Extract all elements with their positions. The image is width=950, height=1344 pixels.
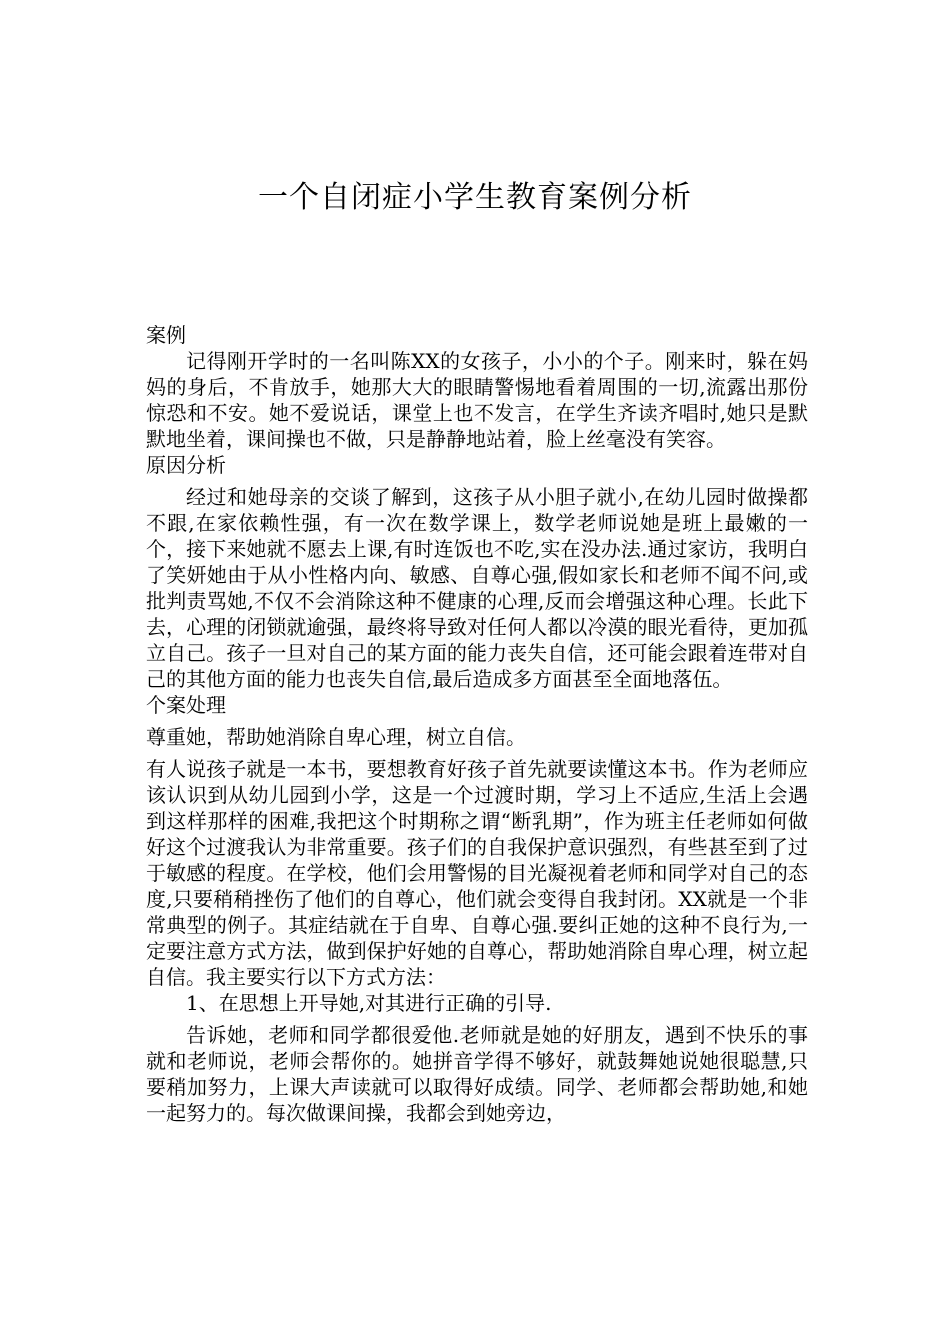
handling-heading: 个案处理 (146, 693, 226, 717)
method-1-heading: 1、在思想上开导她,对其进行正确的引导. (186, 991, 552, 1015)
case-heading: 案例 (146, 323, 186, 347)
cause-paragraph: 经过和她母亲的交谈了解到，这孩子从小胆子就小,在幼儿园时做操都不跟,在家依赖性强，有一次在数学课上，数学老师说她是班上最嫩的一个，接下来她就不愿去上课,有时连饭也不吃,实在没办法.通过家访，我明白了笑妍她由于从小性格内向、敏感、自尊心强,假如家长和老师不闻不问,或批判责骂她,不仅不会消除这种不健康的心理,反而会增强这种心理。长此下去，心理的闭锁就逾强，最终将导致对任何人都以冷漠的眼光看待，更加孤立自己。孩子一旦对自己的某方面的能力丧失自信，还可能会跟着连带对自己的其他方面的能力也丧失自信,最后造成多方面甚至全面地落伍。 (146, 485, 808, 691)
handling-subheading: 尊重她，帮助她消除自卑心理，树立自信。 (146, 725, 526, 749)
cause-heading: 原因分析 (146, 453, 226, 477)
handling-paragraph: 有人说孩子就是一本书，要想教育好孩子首先就要读懂这本书。作为老师应该认识到从幼儿园到小学，这是一个过渡时期，学习上不适应,生活上会遇到这样那样的困难,我把这个时期称之谓“断乳期”，作为班主任老师如何做好这个过渡我认为非常重要。孩子们的自我保护意识强烈，有些甚至到了过于敏感的程度。在学校，他们会用警惕的目光凝视着老师和同学对自己的态度,只要稍稍挫伤了他们的自尊心，他们就会变得自我封闭。XX就是一个非常典型的例子。其症结就在于自卑、自尊心强.要纠正她的这种不良行为,一定要注意方式方法，做到保护好她的自尊心，帮助她消除自卑心理，树立起自信。我主要实行以下方式方法： (146, 757, 808, 989)
case-paragraph: 记得刚开学时的一名叫陈XX的女孩子，小小的个子。刚来时，躲在妈妈的身后，不肯放手，她那大大的眼睛警惕地看着周围的一切,流露出那份惊恐和不安。她不爱说话，课堂上也不发言，在学生齐读齐唱时,她只是默默地坐着，课间操也不做，只是静静地站着，脸上丝毫没有笑容。 (146, 349, 808, 451)
document-body (146, 322, 808, 1126)
document-title: 一个自闭症小学生教育案例分析 (258, 180, 692, 215)
method-1-paragraph: 告诉她，老师和同学都很爱他.老师就是她的好朋友，遇到不快乐的事就和老师说，老师会帮你的。她拼音学得不够好，就鼓舞她说她很聪慧,只要稍加努力，上课大声读就可以取得好成绩。同学、老师都会帮助她,和她一起努力的。每次做课间操，我都会到她旁边， (146, 1023, 808, 1125)
